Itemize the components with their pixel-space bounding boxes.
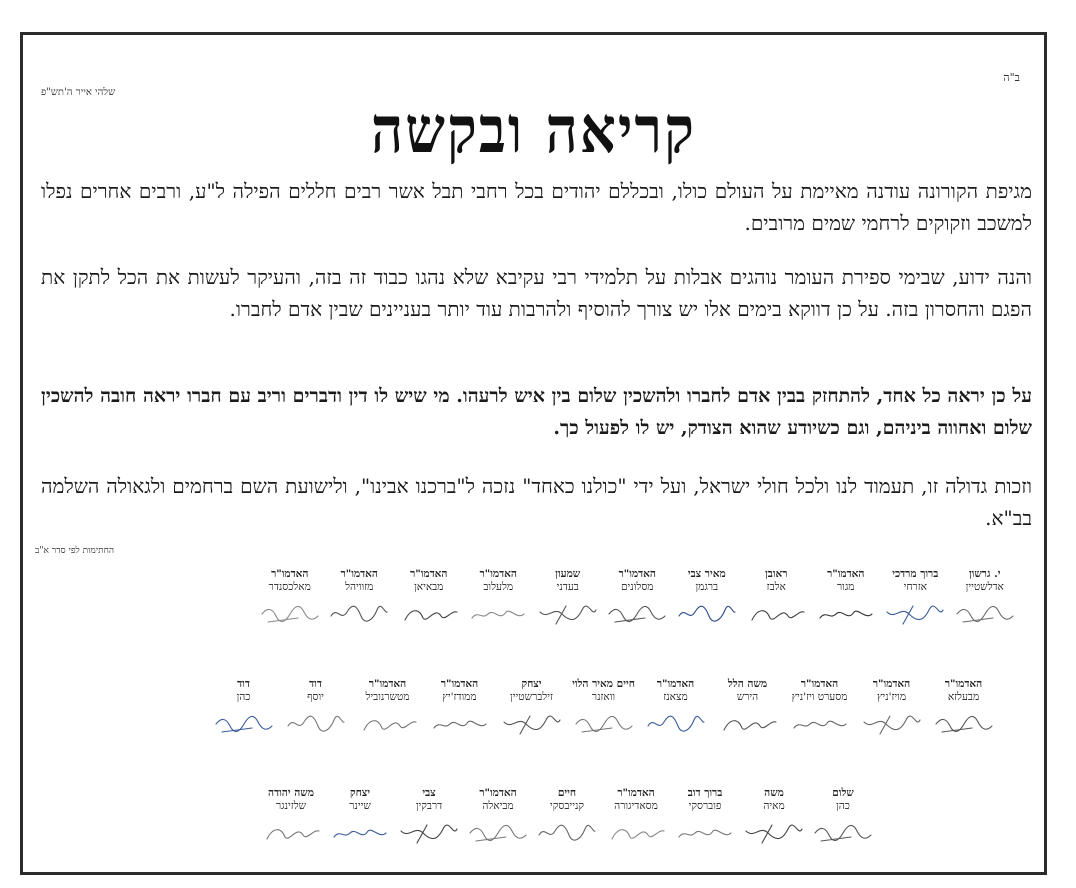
signature-row-3 — [255, 787, 876, 847]
handwritten-signature-icon — [535, 819, 599, 847]
signature-block — [353, 678, 422, 738]
handwritten-signature-icon — [742, 819, 806, 847]
paragraph-1: מגיפת הקורונה עודנה מאיימת על העולם כולו, ובכללם יהודים בכל רחבי תבל אשר רבים חללים הפילה ל"ע, ורבים אחרים נפלו למשכב וזקוקים לרחמי שמים מרובים. — [41, 179, 1032, 235]
signature-block — [569, 678, 638, 738]
handwritten-signature-icon — [605, 600, 669, 628]
handwritten-signature-icon — [284, 710, 348, 738]
signatory-name-line2: מטשרנוביל — [365, 691, 410, 703]
signatory-name-line2: יוסף — [307, 691, 324, 703]
signatory-name-line2: זילברשטיין — [510, 691, 553, 703]
signatory-name-line2: מבעלזא — [947, 691, 980, 703]
signatory-name-line1: שמעון — [555, 568, 581, 580]
signature-block — [425, 678, 494, 738]
signatory-name-line1: יצחק — [349, 787, 371, 799]
signatory-name-line1: יצחק — [521, 678, 542, 690]
signatory-name-line2: מביאלה — [482, 800, 514, 812]
signature-block — [857, 678, 926, 738]
handwritten-signature-icon — [716, 710, 780, 738]
signatory-name-line2: מסלונים — [621, 581, 654, 593]
handwritten-signature-icon — [536, 600, 600, 628]
bh-marker: ב"ה — [1003, 71, 1020, 84]
signature-block — [743, 568, 810, 628]
signature-block — [326, 568, 393, 628]
signatory-name-line2: מזוויהל — [345, 581, 374, 593]
handwritten-signature-icon — [644, 710, 708, 738]
signatory-name-line1: האדמו"ר — [617, 787, 655, 799]
signature-block — [785, 678, 854, 738]
signature-block — [281, 678, 350, 738]
signature-block — [674, 568, 741, 628]
signatory-name-line1: חיים — [557, 787, 577, 799]
paragraph-2: והנה ידוע, שבימי ספירת העומר נוהגים אבלות על תלמידי רבי עקיבא שלא נהגו כבוד זה בזה, והעיקר לעשות את הכל לתקן את הפגם והחסרון בזה. על כן דווקא בימים אלו יש צורך להוסיף ולהרבות עוד יותר בעניינים שבין אדם לחברו. — [41, 265, 1032, 321]
signature-block — [882, 568, 949, 628]
signatory-name-line1: ברוך דוב — [687, 787, 723, 799]
signatory-name-line2: מגור — [836, 581, 855, 593]
signatory-name-line2: בעדני — [556, 581, 579, 593]
signatory-name-line1: האדמו"ר — [479, 568, 517, 580]
handwritten-signature-icon — [397, 600, 461, 628]
signatory-name-line1: האדמו"ר — [872, 678, 911, 690]
handwritten-signature-icon — [259, 819, 323, 847]
signature-block — [604, 568, 671, 628]
signatory-name-line1: חיים מאיר הלוי — [572, 678, 635, 690]
signatory-name-line2: מלעלוב — [483, 581, 514, 593]
handwritten-signature-icon — [788, 710, 852, 738]
handwritten-signature-icon — [860, 710, 924, 738]
handwritten-signature-icon — [814, 600, 878, 628]
signatory-name-line2: קנייבסקי — [550, 800, 584, 812]
signature-row-2 — [206, 678, 998, 738]
signatures-order-note: החתימות לפי סדר א"ב — [35, 546, 115, 556]
signatory-name-line1: דוד — [237, 678, 250, 690]
signatory-name-line1: משה — [764, 787, 784, 799]
signatory-name-line1: האדמו"ר — [618, 568, 656, 580]
signatory-name-line2: כהן — [236, 691, 251, 703]
signature-block — [929, 678, 998, 738]
page-title: קריאה ובקשה — [371, 92, 696, 168]
signatory-name-line1: האדמו"ר — [827, 568, 865, 580]
signature-block — [741, 787, 807, 847]
signatory-name-line1: האדמו"ר — [440, 678, 479, 690]
signatory-name-line2: מסאדיגורה — [614, 800, 658, 812]
signature-block — [465, 787, 531, 847]
signatory-name-line1: האדמו"ר — [340, 568, 378, 580]
signature-block — [465, 568, 532, 628]
signatory-name-line2: מצאנז — [663, 691, 688, 703]
handwritten-signature-icon — [466, 600, 530, 628]
signatory-name-line1: משה יהודה — [268, 787, 314, 799]
signatory-name-line1: האדמו"ר — [368, 678, 407, 690]
signature-block — [257, 568, 324, 628]
paragraph-3-bold: על כן יראה כל אחד, להתחזק בבין אדם לחברו ולהשכין שלום בין איש לרעהו. מי שיש לו דין ודברים וריב עם חברו יראה חובה להשכין שלום ואחווה ביניהם, וגם כשיודע שהוא הצודק, יש לו לפעול כך. — [41, 385, 1032, 439]
document-frame — [20, 32, 1047, 875]
handwritten-signature-icon — [744, 600, 808, 628]
paragraph-4: וזכות גדולה זו, תעמוד לנו ולכל חולי ישראל, ועל ידי "כולנו כאחד" נזכה ל"ברכנו אבינו", ולישועת השם ברחמים ולגאולה השלמה בב"א. — [41, 474, 1032, 530]
handwritten-signature-icon — [953, 600, 1017, 628]
signature-block — [396, 568, 463, 628]
signature-block — [641, 678, 710, 738]
signature-block — [810, 787, 876, 847]
signatory-name-line2: וואזנר — [591, 691, 616, 703]
signatory-name-line1: האדמו"ר — [479, 787, 517, 799]
signatory-name-line1: ראובן — [765, 568, 788, 580]
signatory-name-line2: מויז'ניץ — [876, 691, 907, 703]
signature-block — [952, 568, 1019, 628]
signatory-name-line2: דרבקין — [415, 800, 443, 812]
signatory-name-line2: אדלשטיין — [965, 581, 1004, 593]
signatory-name-line2: מסערט ויז'ניץ — [791, 691, 848, 703]
signature-block — [258, 787, 324, 847]
handwritten-signature-icon — [466, 819, 530, 847]
signature-block — [713, 678, 782, 738]
signatory-name-line1: האדמו"ר — [271, 568, 309, 580]
handwritten-signature-icon — [258, 600, 322, 628]
signatory-name-line2: ברגמן — [695, 581, 719, 593]
signatory-name-line1: משה הלל — [727, 678, 768, 690]
handwritten-signature-icon — [500, 710, 564, 738]
handwritten-signature-icon — [428, 710, 492, 738]
signatory-name-line1: ברוך מרדכי — [892, 568, 939, 580]
signature-row-1 — [254, 568, 1019, 628]
signatory-name-line1: מאיר צבי — [687, 568, 726, 580]
signature-block — [327, 787, 393, 847]
signatory-name-line1: האדמו"ר — [410, 568, 448, 580]
signature-block — [535, 568, 602, 628]
signatory-name-line2: מאיה — [763, 800, 785, 812]
handwritten-signature-icon — [673, 819, 737, 847]
signatory-name-line1: צבי — [422, 787, 436, 799]
signatory-name-line2: מבאיאן — [414, 581, 444, 593]
signature-block — [534, 787, 600, 847]
handwritten-signature-icon — [572, 710, 636, 738]
signatory-name-line2: שיינר — [349, 800, 371, 812]
signatory-name-line2: הירש — [736, 691, 759, 703]
signature-block — [603, 787, 669, 847]
handwritten-signature-icon — [811, 819, 875, 847]
handwritten-signature-icon — [883, 600, 947, 628]
signatory-name-line2: אזרחי — [903, 581, 927, 593]
signatory-name-line1: האדמו"ר — [800, 678, 839, 690]
signatory-name-line1: האדמו"ר — [656, 678, 695, 690]
handwritten-signature-icon — [328, 819, 392, 847]
date-line: שלהי אייר ה'תש"פ — [41, 87, 116, 98]
signatory-name-line2: אלבז — [766, 581, 786, 593]
signature-block — [396, 787, 462, 847]
handwritten-signature-icon — [327, 600, 391, 628]
handwritten-signature-icon — [932, 710, 996, 738]
signature-block — [672, 787, 738, 847]
handwritten-signature-icon — [675, 600, 739, 628]
signatory-name-line2: שלזינגר — [275, 800, 307, 812]
signatory-name-line2: פוברסקי — [688, 800, 722, 812]
signature-block — [209, 678, 278, 738]
signatory-name-line2: מאלכסנדר — [268, 581, 311, 593]
signatory-name-line1: האדמו"ר — [944, 678, 983, 690]
signature-block — [497, 678, 566, 738]
signatory-name-line2: ממודז'יץ — [442, 691, 477, 703]
signatory-name-line2: כהן — [836, 800, 850, 812]
handwritten-signature-icon — [356, 710, 420, 738]
handwritten-signature-icon — [212, 710, 276, 738]
signatory-name-line1: שלום — [832, 787, 854, 799]
handwritten-signature-icon — [397, 819, 461, 847]
signatory-name-line1: י. גרשון — [969, 568, 1001, 580]
signature-block — [813, 568, 880, 628]
handwritten-signature-icon — [604, 819, 668, 847]
signatory-name-line1: דוד — [309, 678, 322, 690]
